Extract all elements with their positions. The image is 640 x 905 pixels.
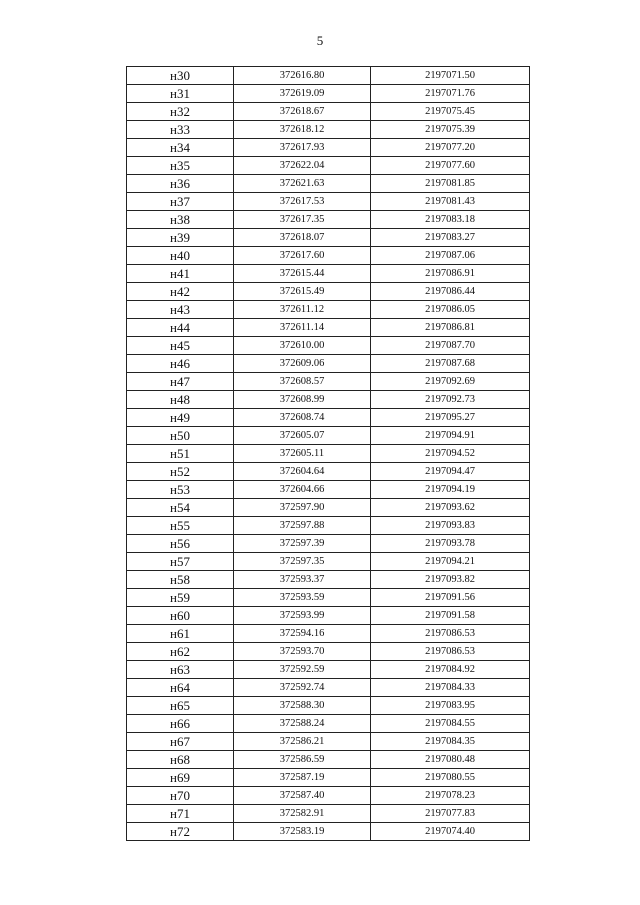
y-coordinate-cell: 2197092.69 <box>371 373 530 391</box>
y-coordinate-cell: 2197086.81 <box>371 319 530 337</box>
y-coordinate-cell: 2197078.23 <box>371 787 530 805</box>
table-row <box>127 193 530 211</box>
x-coordinate-cell: 372609.06 <box>234 355 371 373</box>
x-coordinate-cell: 372618.12 <box>234 121 371 139</box>
table-row <box>127 211 530 229</box>
table-row <box>127 283 530 301</box>
y-coordinate-cell: 2197075.45 <box>371 103 530 121</box>
table-row <box>127 715 530 733</box>
y-coordinate-cell: 2197091.58 <box>371 607 530 625</box>
table-row <box>127 697 530 715</box>
x-coordinate-cell: 372604.66 <box>234 481 371 499</box>
point-name-cell: н35 <box>127 157 234 175</box>
y-coordinate-cell: 2197086.53 <box>371 643 530 661</box>
point-name-cell: н56 <box>127 535 234 553</box>
point-name-cell: н36 <box>127 175 234 193</box>
point-name-cell: н37 <box>127 193 234 211</box>
table-row <box>127 607 530 625</box>
x-coordinate-cell: 372617.35 <box>234 211 371 229</box>
point-name-cell: н64 <box>127 679 234 697</box>
y-coordinate-cell: 2197080.55 <box>371 769 530 787</box>
x-coordinate-cell: 372617.60 <box>234 247 371 265</box>
table-row <box>127 229 530 247</box>
point-name-cell: н68 <box>127 751 234 769</box>
x-coordinate-cell: 372608.74 <box>234 409 371 427</box>
y-coordinate-cell: 2197074.40 <box>371 823 530 841</box>
point-name-cell: н60 <box>127 607 234 625</box>
table-row <box>127 67 530 85</box>
point-name-cell: н65 <box>127 697 234 715</box>
x-coordinate-cell: 372588.30 <box>234 697 371 715</box>
x-coordinate-cell: 372583.19 <box>234 823 371 841</box>
point-name-cell: н62 <box>127 643 234 661</box>
y-coordinate-cell: 2197094.21 <box>371 553 530 571</box>
x-coordinate-cell: 372615.49 <box>234 283 371 301</box>
point-name-cell: н43 <box>127 301 234 319</box>
table-row <box>127 733 530 751</box>
point-name-cell: н61 <box>127 625 234 643</box>
y-coordinate-cell: 2197094.19 <box>371 481 530 499</box>
table-row <box>127 535 530 553</box>
coordinates-table-body <box>127 67 530 841</box>
y-coordinate-cell: 2197087.68 <box>371 355 530 373</box>
table-row <box>127 265 530 283</box>
x-coordinate-cell: 372617.53 <box>234 193 371 211</box>
y-coordinate-cell: 2197081.43 <box>371 193 530 211</box>
point-name-cell: н31 <box>127 85 234 103</box>
x-coordinate-cell: 372615.44 <box>234 265 371 283</box>
table-row <box>127 391 530 409</box>
y-coordinate-cell: 2197077.20 <box>371 139 530 157</box>
y-coordinate-cell: 2197093.82 <box>371 571 530 589</box>
x-coordinate-cell: 372608.99 <box>234 391 371 409</box>
y-coordinate-cell: 2197080.48 <box>371 751 530 769</box>
point-name-cell: н39 <box>127 229 234 247</box>
y-coordinate-cell: 2197086.05 <box>371 301 530 319</box>
y-coordinate-cell: 2197086.91 <box>371 265 530 283</box>
x-coordinate-cell: 372608.57 <box>234 373 371 391</box>
point-name-cell: н48 <box>127 391 234 409</box>
table-row <box>127 751 530 769</box>
point-name-cell: н67 <box>127 733 234 751</box>
page-number: 5 <box>316 33 324 48</box>
table-row <box>127 409 530 427</box>
x-coordinate-cell: 372594.16 <box>234 625 371 643</box>
table-row <box>127 661 530 679</box>
table-row <box>127 787 530 805</box>
y-coordinate-cell: 2197084.33 <box>371 679 530 697</box>
x-coordinate-cell: 372592.59 <box>234 661 371 679</box>
point-name-cell: н72 <box>127 823 234 841</box>
table-row <box>127 481 530 499</box>
point-name-cell: н57 <box>127 553 234 571</box>
y-coordinate-cell: 2197083.18 <box>371 211 530 229</box>
x-coordinate-cell: 372611.12 <box>234 301 371 319</box>
y-coordinate-cell: 2197091.56 <box>371 589 530 607</box>
point-name-cell: н46 <box>127 355 234 373</box>
y-coordinate-cell: 2197077.60 <box>371 157 530 175</box>
y-coordinate-cell: 2197093.83 <box>371 517 530 535</box>
table-row <box>127 247 530 265</box>
x-coordinate-cell: 372586.21 <box>234 733 371 751</box>
y-coordinate-cell: 2197083.95 <box>371 697 530 715</box>
x-coordinate-cell: 372592.74 <box>234 679 371 697</box>
y-coordinate-cell: 2197087.06 <box>371 247 530 265</box>
point-name-cell: н59 <box>127 589 234 607</box>
x-coordinate-cell: 372610.00 <box>234 337 371 355</box>
table-row <box>127 85 530 103</box>
x-coordinate-cell: 372593.37 <box>234 571 371 589</box>
x-coordinate-cell: 372582.91 <box>234 805 371 823</box>
x-coordinate-cell: 372618.07 <box>234 229 371 247</box>
x-coordinate-cell: 372621.63 <box>234 175 371 193</box>
x-coordinate-cell: 372616.80 <box>234 67 371 85</box>
x-coordinate-cell: 372588.24 <box>234 715 371 733</box>
y-coordinate-cell: 2197087.70 <box>371 337 530 355</box>
point-name-cell: н47 <box>127 373 234 391</box>
x-coordinate-cell: 372605.07 <box>234 427 371 445</box>
x-coordinate-cell: 372597.35 <box>234 553 371 571</box>
point-name-cell: н33 <box>127 121 234 139</box>
point-name-cell: н53 <box>127 481 234 499</box>
y-coordinate-cell: 2197086.44 <box>371 283 530 301</box>
table-row <box>127 121 530 139</box>
table-row <box>127 427 530 445</box>
table-row <box>127 103 530 121</box>
y-coordinate-cell: 2197094.91 <box>371 427 530 445</box>
point-name-cell: н69 <box>127 769 234 787</box>
x-coordinate-cell: 372611.14 <box>234 319 371 337</box>
table-row <box>127 175 530 193</box>
table-row <box>127 445 530 463</box>
table-row <box>127 499 530 517</box>
point-name-cell: н50 <box>127 427 234 445</box>
y-coordinate-cell: 2197081.85 <box>371 175 530 193</box>
point-name-cell: н41 <box>127 265 234 283</box>
x-coordinate-cell: 372605.11 <box>234 445 371 463</box>
point-name-cell: н70 <box>127 787 234 805</box>
y-coordinate-cell: 2197094.47 <box>371 463 530 481</box>
y-coordinate-cell: 2197071.50 <box>371 67 530 85</box>
point-name-cell: н54 <box>127 499 234 517</box>
x-coordinate-cell: 372622.04 <box>234 157 371 175</box>
table-row <box>127 625 530 643</box>
table-row <box>127 139 530 157</box>
table-row <box>127 517 530 535</box>
y-coordinate-cell: 2197077.83 <box>371 805 530 823</box>
coordinates-table <box>126 66 530 841</box>
x-coordinate-cell: 372604.64 <box>234 463 371 481</box>
point-name-cell: н34 <box>127 139 234 157</box>
point-name-cell: н38 <box>127 211 234 229</box>
x-coordinate-cell: 372586.59 <box>234 751 371 769</box>
table-row <box>127 301 530 319</box>
table-row <box>127 157 530 175</box>
table-row <box>127 589 530 607</box>
y-coordinate-cell: 2197084.92 <box>371 661 530 679</box>
x-coordinate-cell: 372587.40 <box>234 787 371 805</box>
point-name-cell: н49 <box>127 409 234 427</box>
y-coordinate-cell: 2197086.53 <box>371 625 530 643</box>
x-coordinate-cell: 372619.09 <box>234 85 371 103</box>
x-coordinate-cell: 372587.19 <box>234 769 371 787</box>
point-name-cell: н66 <box>127 715 234 733</box>
point-name-cell: н63 <box>127 661 234 679</box>
y-coordinate-cell: 2197083.27 <box>371 229 530 247</box>
table-row <box>127 823 530 841</box>
point-name-cell: н40 <box>127 247 234 265</box>
x-coordinate-cell: 372593.59 <box>234 589 371 607</box>
x-coordinate-cell: 372597.88 <box>234 517 371 535</box>
x-coordinate-cell: 372618.67 <box>234 103 371 121</box>
point-name-cell: н44 <box>127 319 234 337</box>
table-row <box>127 769 530 787</box>
y-coordinate-cell: 2197093.62 <box>371 499 530 517</box>
table-row <box>127 553 530 571</box>
point-name-cell: н71 <box>127 805 234 823</box>
table-row <box>127 319 530 337</box>
x-coordinate-cell: 372593.70 <box>234 643 371 661</box>
point-name-cell: н45 <box>127 337 234 355</box>
point-name-cell: н52 <box>127 463 234 481</box>
x-coordinate-cell: 372593.99 <box>234 607 371 625</box>
table-row <box>127 337 530 355</box>
y-coordinate-cell: 2197095.27 <box>371 409 530 427</box>
table-row <box>127 805 530 823</box>
y-coordinate-cell: 2197071.76 <box>371 85 530 103</box>
y-coordinate-cell: 2197084.35 <box>371 733 530 751</box>
point-name-cell: н55 <box>127 517 234 535</box>
x-coordinate-cell: 372597.90 <box>234 499 371 517</box>
table-row <box>127 373 530 391</box>
y-coordinate-cell: 2197093.78 <box>371 535 530 553</box>
y-coordinate-cell: 2197094.52 <box>371 445 530 463</box>
table-row <box>127 643 530 661</box>
point-name-cell: н42 <box>127 283 234 301</box>
point-name-cell: н51 <box>127 445 234 463</box>
y-coordinate-cell: 2197075.39 <box>371 121 530 139</box>
point-name-cell: н30 <box>127 67 234 85</box>
table-row <box>127 679 530 697</box>
y-coordinate-cell: 2197092.73 <box>371 391 530 409</box>
y-coordinate-cell: 2197084.55 <box>371 715 530 733</box>
point-name-cell: н58 <box>127 571 234 589</box>
table-row <box>127 355 530 373</box>
point-name-cell: н32 <box>127 103 234 121</box>
x-coordinate-cell: 372597.39 <box>234 535 371 553</box>
table-row <box>127 463 530 481</box>
x-coordinate-cell: 372617.93 <box>234 139 371 157</box>
table-row <box>127 571 530 589</box>
